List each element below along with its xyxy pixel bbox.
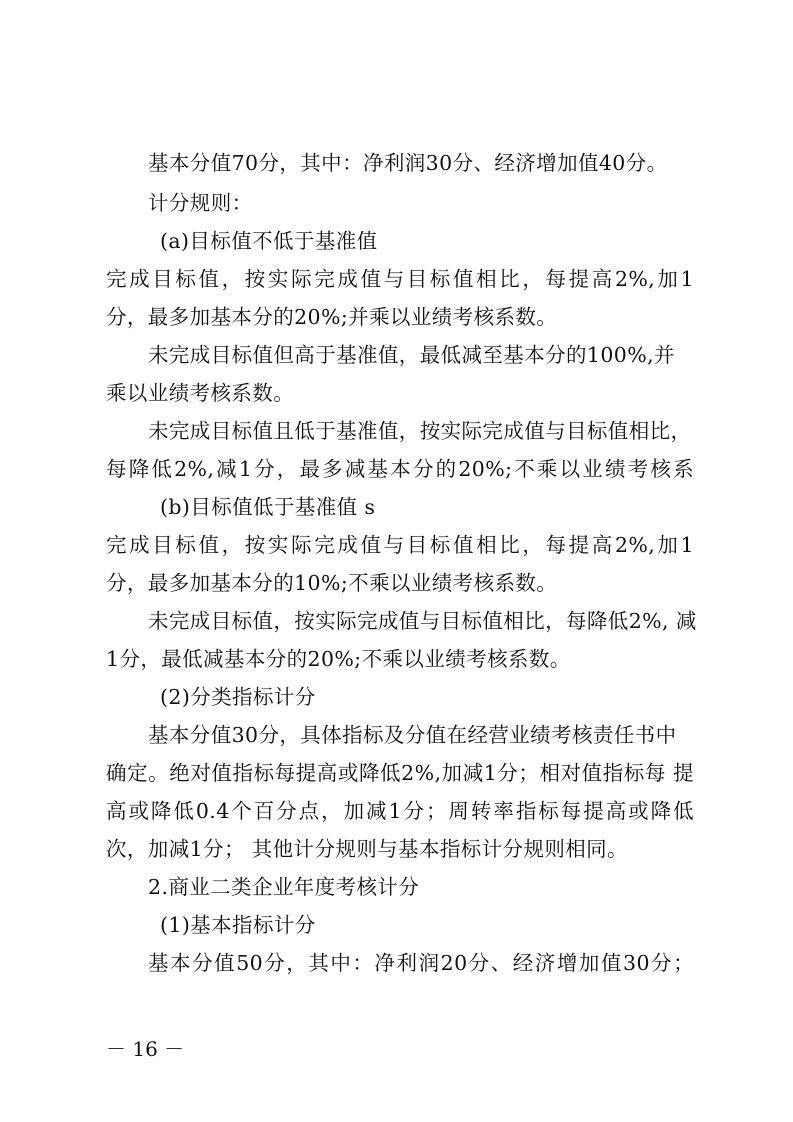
section-heading-commercial-2: 2.商业二类企业年度考核计分 xyxy=(148,875,420,899)
paragraph-line-12: 分，最多加基本分的10%;不乘以业绩考核系数。 xyxy=(106,571,558,595)
paragraph-line-18: 高或降低0.4个百分点，加减1分；周转率指标每提高或降低 xyxy=(106,799,694,823)
section-heading-1: (1)基本指标计分 xyxy=(160,913,316,937)
paragraph-line-19: 次，加减1分； 其他计分规则与基本指标计分规则相同。 xyxy=(106,837,628,861)
paragraph-line-8: 未完成目标值且低于基准值，按实际完成值与目标值相比， xyxy=(148,419,692,443)
paragraph-line-22: 基本分值50分，其中：净利润20分、经济增加值30分； xyxy=(148,951,694,975)
section-heading-2: (2)分类指标计分 xyxy=(160,685,316,709)
section-heading-a: (a)目标值不低于基准值 xyxy=(160,229,378,253)
section-heading-b: (b)目标值低于基准值 s xyxy=(160,495,376,519)
paragraph-line-14: 1分，最低减基本分的20%;不乘以业绩考核系数。 xyxy=(106,647,571,671)
paragraph-line-1: 基本分值70分，其中：净利润30分、经济增加值40分。 xyxy=(148,151,668,175)
paragraph-line-17: 确定。绝对值指标每提高或降低2%,加减1分；相对值指标每 提 xyxy=(106,761,694,785)
paragraph-line-16: 基本分值30分，具体指标及分值在经营业绩考核责任书中 xyxy=(148,723,677,747)
paragraph-line-9: 每降低2%,减1分，最多减基本分的20%;不乘以业绩考核系 xyxy=(106,457,694,481)
paragraph-line-6: 未完成目标值但高于基准值，最低减至基本分的100%,并 xyxy=(148,343,675,367)
paragraph-line-11: 完成目标值，按实际完成值与目标值相比，每提高2%,加1 xyxy=(106,533,694,557)
paragraph-line-5: 分，最多加基本分的20%;并乘以业绩考核系数。 xyxy=(106,305,558,329)
paragraph-line-4: 完成目标值，按实际完成值与目标值相比，每提高2%,加1 xyxy=(106,267,694,291)
paragraph-line-2: 计分规则： xyxy=(148,191,253,215)
paragraph-line-13: 未完成目标值，按实际完成值与目标值相比，每降低2%, 减 xyxy=(148,609,697,633)
paragraph-line-7: 乘以业绩考核系数。 xyxy=(106,381,295,405)
page-number: － 16 － xyxy=(106,1037,185,1061)
